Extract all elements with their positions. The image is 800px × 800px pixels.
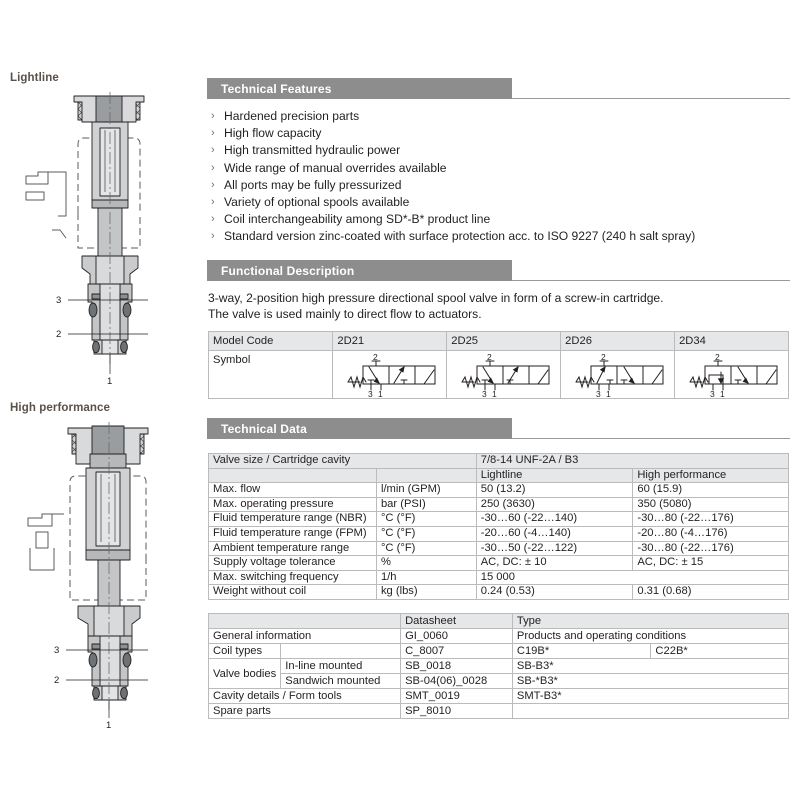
chevron-right-icon: › — [211, 161, 215, 174]
lightline-valve-drawing — [8, 88, 198, 408]
chevron-right-icon: › — [211, 230, 215, 243]
cell-unit: °C (°F) — [376, 526, 476, 541]
symbol-port-2: 2 — [600, 351, 606, 362]
cell-cavity-value: 7/8-14 UNF-2A / B3 — [476, 454, 788, 469]
table-row — [209, 483, 789, 498]
cell-symbol-2d25 — [447, 351, 561, 399]
cell-datasheet-code: C_8007 — [401, 644, 513, 659]
cell-spacer-header — [209, 614, 401, 629]
cell-datasheet-code: SP_8010 — [401, 704, 513, 719]
cell-row-sub — [281, 644, 401, 659]
list-item — [211, 194, 791, 211]
cell-unit: °C (°F) — [376, 541, 476, 556]
cell-model-2d26: 2D26 — [561, 332, 675, 351]
cell-type-left: C19B* — [512, 644, 651, 659]
port-label-1: 1 — [106, 720, 112, 731]
table-row-header — [209, 614, 789, 629]
cell-param-name: Max. operating pressure — [209, 497, 377, 512]
high-performance-valve-drawing — [8, 418, 198, 738]
section-title-technical-features: Technical Features — [221, 81, 332, 96]
list-item — [211, 211, 791, 228]
cell-spacer-left — [209, 468, 377, 483]
table-row — [209, 629, 789, 644]
list-item — [211, 125, 791, 142]
symbol-port-1: 1 — [377, 388, 383, 398]
hydraulic-symbol-2d34 — [680, 352, 784, 398]
cell-high-value: -30…80 (-22…176) — [633, 512, 789, 527]
symbol-port-3: 3 — [595, 388, 601, 398]
section-title-technical-data: Technical Data — [221, 421, 307, 436]
list-item-label: High transmitted hydraulic power — [224, 143, 401, 158]
symbol-port-1: 1 — [605, 388, 611, 398]
section-rule-functional-description — [512, 280, 790, 281]
symbol-port-3: 3 — [481, 388, 487, 398]
illustration-lightline — [10, 72, 59, 84]
cell-row-name: Coil types — [209, 644, 281, 659]
cell-symbol-2d34 — [675, 351, 789, 399]
cell-type-value: Products and operating conditions — [512, 629, 788, 644]
cell-row-name: Cavity details / Form tools — [209, 689, 401, 704]
port-label-3: 3 — [56, 295, 62, 306]
section-title-functional-description: Functional Description — [221, 263, 355, 278]
table-row — [209, 526, 789, 541]
symbol-port-2: 2 — [372, 351, 378, 362]
functional-description-text — [208, 291, 788, 323]
symbol-port-2: 2 — [486, 351, 492, 362]
illustration-high-performance-label: High performance — [10, 402, 111, 414]
list-item-label: Standard version zinc-coated with surface protection acc. to ISO 9227 (240 h salt spray) — [224, 229, 696, 244]
cell-datasheet-code: SB_0018 — [401, 659, 513, 674]
cell-symbol-label: Symbol — [213, 354, 251, 366]
section-header-functional-description — [207, 260, 512, 281]
cell-unit: l/min (GPM) — [376, 483, 476, 498]
cell-valve-bodies-label: Valve bodies — [209, 659, 281, 689]
datasheet-type-table — [208, 613, 789, 719]
symbol-port-1: 1 — [491, 388, 497, 398]
cell-param-name: Supply voltage tolerance — [209, 556, 377, 571]
cell-col-lightline: Lightline — [476, 468, 633, 483]
cell-high-value: 0.31 (0.68) — [633, 585, 789, 600]
cell-lightline-value: 50 (13.2) — [476, 483, 633, 498]
chevron-right-icon: › — [211, 144, 215, 157]
cell-high-value: -30…80 (-22…176) — [633, 541, 789, 556]
hydraulic-symbol-2d26 — [566, 352, 670, 398]
cell-unit: 1/h — [376, 570, 476, 585]
cell-param-name: Fluid temperature range (FPM) — [209, 526, 377, 541]
cell-lightline-value: 250 (3630) — [476, 497, 633, 512]
cell-param-name: Max. switching frequency — [209, 570, 377, 585]
cell-param-name: Fluid temperature range (NBR) — [209, 512, 377, 527]
cell-model-2d34: 2D34 — [675, 332, 789, 351]
list-item — [211, 160, 791, 177]
cell-span-value: 15 000 — [476, 570, 788, 585]
cell-row-sub: Sandwich mounted — [281, 674, 401, 689]
chevron-right-icon: › — [211, 127, 215, 140]
model-code-table — [208, 331, 789, 399]
table-row — [209, 704, 789, 719]
cell-model-2d25: 2D25 — [447, 332, 561, 351]
port-label-1: 1 — [107, 376, 113, 387]
symbol-port-3: 3 — [709, 388, 715, 398]
table-row — [209, 556, 789, 571]
symbol-port-3: 3 — [367, 388, 373, 398]
cell-row-name: Spare parts — [209, 704, 401, 719]
table-row — [209, 541, 789, 556]
cell-datasheet-code: GI_0060 — [401, 629, 513, 644]
cell-datasheet-code: SMT_0019 — [401, 689, 513, 704]
section-rule-technical-features — [512, 98, 790, 99]
cell-high-value: 350 (5080) — [633, 497, 789, 512]
cell-type-value: SB-*B3* — [512, 674, 788, 689]
port-label-2: 2 — [56, 329, 62, 340]
technical-features-list — [211, 108, 791, 246]
cell-row-name: General information — [209, 629, 401, 644]
cell-high-value: AC, DC: ± 15 — [633, 556, 789, 571]
cell-type-value: SMT-B3* — [512, 689, 788, 704]
cell-row-sub: In-line mounted — [281, 659, 401, 674]
table-row-model-code — [209, 332, 789, 351]
list-item-label: All ports may be fully pressurized — [224, 177, 402, 192]
table-row-symbol — [209, 351, 789, 399]
list-item-label: Variety of optional spools available — [224, 195, 410, 210]
cell-unit: bar (PSI) — [376, 497, 476, 512]
cell-param-name: Max. flow — [209, 483, 377, 498]
cell-header-type: Type — [512, 614, 788, 629]
section-header-technical-features — [207, 78, 512, 99]
list-item-label: Wide range of manual overrides available — [224, 160, 447, 175]
section-header-technical-data — [207, 418, 512, 439]
list-item-label: Hardened precision parts — [224, 109, 360, 123]
cell-param-name: Weight without coil — [209, 585, 377, 600]
hydraulic-symbol-2d25 — [452, 352, 556, 398]
cell-type-right: C22B* — [651, 644, 789, 659]
table-row — [209, 644, 789, 659]
section-rule-technical-data — [512, 438, 790, 439]
table-row-valve-size — [209, 454, 789, 469]
cell-valve-size-label: Valve size / Cartridge cavity — [209, 454, 477, 469]
cell-lightline-value: AC, DC: ± 10 — [476, 556, 633, 571]
cell-symbol-2d21 — [333, 351, 447, 399]
cell-unit: % — [376, 556, 476, 571]
technical-data-table — [208, 453, 789, 600]
cell-type-value — [512, 704, 788, 719]
list-item — [211, 228, 791, 245]
port-label-3: 3 — [54, 645, 60, 656]
cell-lightline-value: 0.24 (0.53) — [476, 585, 633, 600]
list-item — [211, 142, 791, 159]
symbol-port-2: 2 — [714, 351, 720, 362]
cell-datasheet-code: SB-04(06)_0028 — [401, 674, 513, 689]
cell-high-value: -20…80 (-4…176) — [633, 526, 789, 541]
list-item — [211, 108, 791, 125]
chevron-right-icon: › — [211, 213, 215, 226]
list-item-label: Coil interchangeability among SD*-B* product line — [224, 212, 491, 227]
cell-spacer-unit — [376, 468, 476, 483]
table-row — [209, 570, 789, 585]
list-item — [211, 177, 791, 194]
functional-description-line-1: 3-way, 2-position high pressure directional spool valve in form of a screw-in cartridge. — [208, 291, 664, 305]
list-item-label: High flow capacity — [224, 126, 322, 141]
table-row — [209, 497, 789, 512]
chevron-right-icon: › — [211, 196, 215, 209]
table-row — [209, 659, 789, 674]
cell-symbol-2d26 — [561, 351, 675, 399]
table-row-variant-header — [209, 468, 789, 483]
chevron-right-icon: › — [211, 110, 215, 122]
cell-header-datasheet: Datasheet — [401, 614, 513, 629]
functional-description-line-2: The valve is used mainly to direct flow to actuators. — [208, 306, 482, 321]
illustration-high-performance — [10, 402, 110, 414]
table-row — [209, 674, 789, 689]
cell-col-high-performance: High performance — [633, 468, 789, 483]
cell-lightline-value: -20…60 (-4…140) — [476, 526, 633, 541]
cell-model-code-label: Model Code — [209, 332, 333, 351]
cell-param-name: Ambient temperature range — [209, 541, 377, 556]
table-row — [209, 689, 789, 704]
cell-type-value: SB-B3* — [512, 659, 788, 674]
hydraulic-symbol-2d21 — [338, 352, 442, 398]
table-row — [209, 585, 789, 600]
cell-unit: °C (°F) — [376, 512, 476, 527]
cell-unit: kg (lbs) — [376, 585, 476, 600]
port-label-2: 2 — [54, 675, 60, 686]
cell-high-value: 60 (15.9) — [633, 483, 789, 498]
table-row — [209, 512, 789, 527]
cell-lightline-value: -30…50 (-22…122) — [476, 541, 633, 556]
symbol-port-1: 1 — [719, 388, 725, 398]
chevron-right-icon: › — [211, 178, 215, 191]
illustration-lightline-label: Lightline — [10, 72, 59, 84]
cell-lightline-value: -30…60 (-22…140) — [476, 512, 633, 527]
cell-model-2d21: 2D21 — [333, 332, 447, 351]
